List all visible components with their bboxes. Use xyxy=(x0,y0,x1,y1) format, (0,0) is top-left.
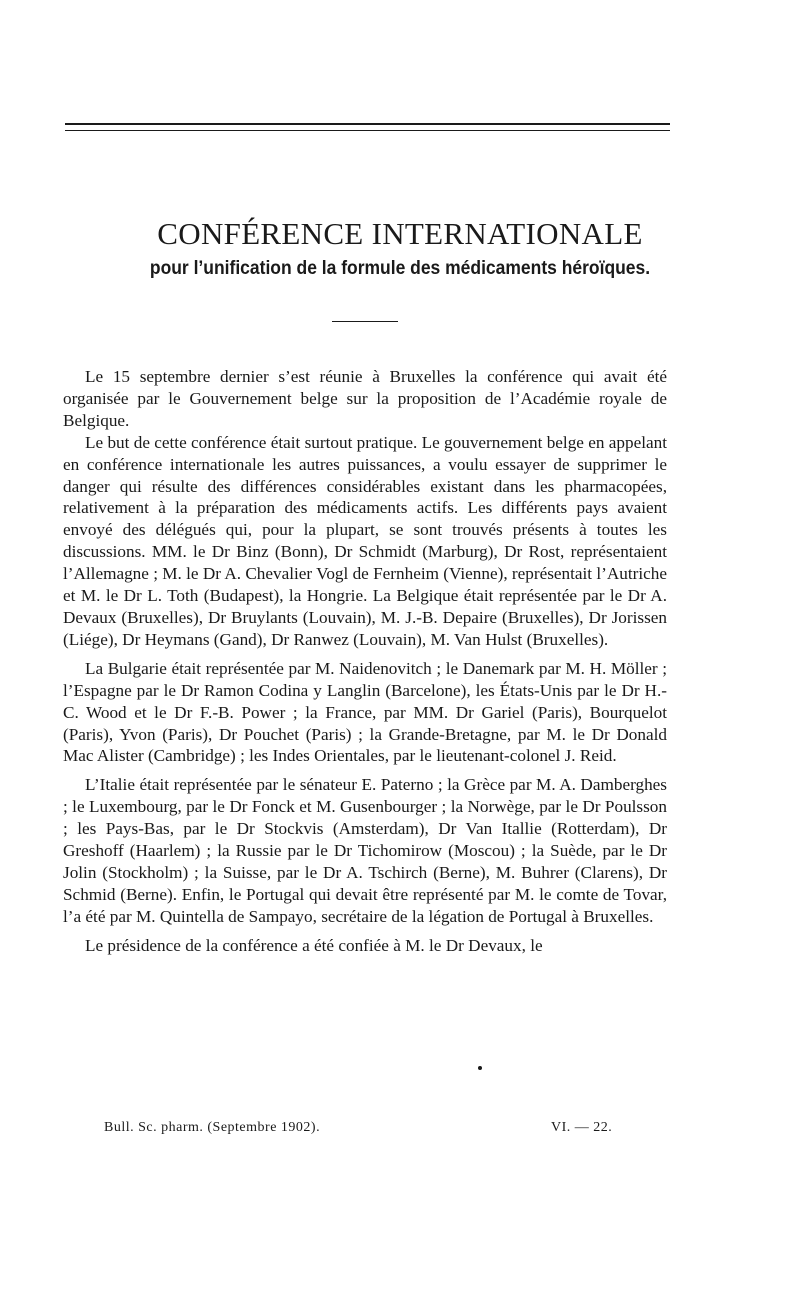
paragraph-4: L’Italie était représentée par le sénateur E. Paterno ; la Grèce par M. A. Damberghes ; le Luxembourg, par le Dr Fonck et M. Gusenbourger ; la Norwège, par le Dr Poulsson ; les Pays-Bas, par le Dr Stockvis (Amsterdam), Dr Van Itallie (Rotterdam), Dr Greshoff (Haarlem) ; la Russie par le Dr Tichomirow (Moscou) ; la Suède, par le Dr Jolin (Stockholm) ; la Suisse, par le Dr A. Tschirch (Berne), M. Buhrer (Clarens), Dr Schmid (Berne). Enfin, le Portugal qui devait être représenté par M. le comte de Tovar, l’a été par M. Quintella de Sampayo, secrétaire de la légation de Portugal à Bruxelles. xyxy=(63,775,667,926)
stray-mark xyxy=(478,1066,482,1070)
paragraph-5: Le présidence de la conférence a été confiée à M. le Dr Devaux, le xyxy=(85,935,543,955)
paragraph-1: Le 15 septembre dernier s’est réunie à Bruxelles la conférence qui avait été organisée par le Gouvernement belge sur la proposition de l’Académie royale de Belgique. xyxy=(63,367,667,430)
page-title: CONFÉRENCE INTERNATIONALE xyxy=(157,215,643,251)
footer-journal-ref: Bull. Sc. pharm. (Septembre 1902). xyxy=(104,1120,321,1135)
page-subtitle: pour l’unification de la formule des médicaments héroïques. xyxy=(149,258,651,279)
top-rule-thick xyxy=(65,123,670,125)
article-body xyxy=(63,366,667,957)
section-divider xyxy=(332,321,398,322)
paragraph-2: Le but de cette conférence était surtout pratique. Le gouvernement belge en appelant en conférence internationale les autres puissances, a voulu essayer de supprimer le danger qui résulte des différences considérables existant dans les pharmacopées, relativement à la préparation des médicaments actifs. Les différents pays avaient envoyé des délégués qui, pour la plupart, se sont trouvés présents à toutes les discussions. MM. le Dr Binz (Bonn), Dr Schmidt (Marburg), Dr Rost, représentaient l’Allemagne ; M. le Dr A. Chevalier Vogl de Fernheim (Vienne), représentait l’Autriche et M. le Dr L. Toth (Budapest), la Hongrie. La Belgique était représentée par le Dr A. Devaux (Bruxelles), Dr Bruylants (Louvain), M. J.-B. Depaire (Bruxelles), Dr Jorissen (Liége), Dr Heymans (Gand), Dr Ranwez (Louvain), M. Van Hulst (Bruxelles). xyxy=(63,432,668,649)
footer-page-number: VI. — 22. xyxy=(551,1120,613,1135)
paragraph-3: La Bulgarie était représentée par M. Naidenovitch ; le Danemark par M. H. Möller ; l’Espagne par le Dr Ramon Codina y Langlin (Barcelone), les États-Unis par le Dr H.-C. Wood et le Dr F.-B. Power ; la France, par MM. Dr Gariel (Paris), Bourquelot (Paris), Yvon (Paris), Dr Pouchet (Paris) ; la Grande-Bretagne, par M. le Dr Donald Mac Alister (Cambridge) ; les Indes Orientales, par le lieutenant-colonel J. Reid. xyxy=(63,658,667,766)
top-rule-thin xyxy=(65,130,670,131)
